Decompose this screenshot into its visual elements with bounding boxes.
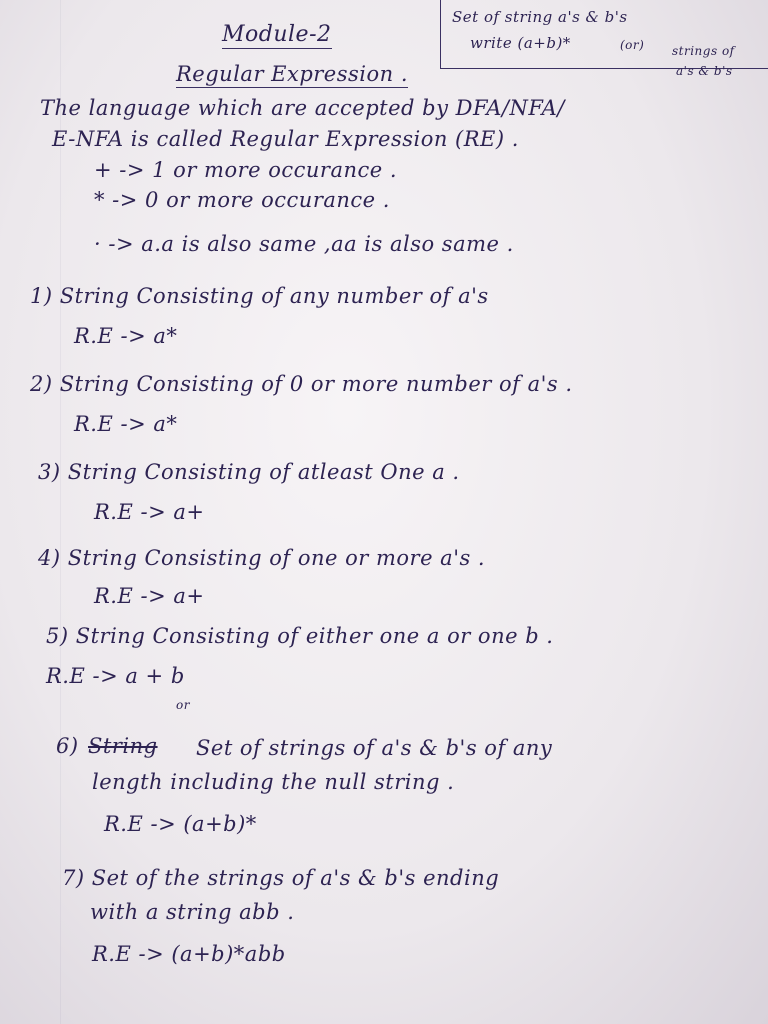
item-3-question: 3) String Consisting of atleast One a .: [38, 460, 460, 484]
box-note-line4: a's & b's: [676, 64, 733, 78]
item-2-re: R.E -> a*: [74, 412, 178, 436]
item-7-question: 7) Set of the strings of a's & b's ending: [62, 866, 500, 890]
item-1-question: 1) String Consisting of any number of a's: [30, 284, 489, 308]
rule-plus: + -> 1 or more occurance .: [94, 158, 398, 182]
intro-line-2: E-NFA is called Regular Expression (RE) .: [52, 127, 519, 151]
box-note-line3: strings of: [672, 44, 735, 58]
item-3-re: R.E -> a+: [94, 500, 205, 524]
item-5-re: R.E -> a + b: [46, 664, 185, 688]
item-6-question: Set of strings of a's & b's of any: [196, 736, 553, 760]
item-6-re: R.E -> (a+b)*: [104, 812, 257, 836]
box-note-or: (or): [620, 38, 645, 52]
item-7-re: R.E -> (a+b)*abb: [92, 942, 286, 966]
intro-line-1: The language which are accepted by DFA/NFA/: [40, 96, 565, 120]
box-note-line2: write (a+b)*: [470, 34, 571, 52]
item-5-question: 5) String Consisting of either one a or one b .: [46, 624, 554, 648]
item-6-question-line2: length including the null string .: [92, 770, 455, 794]
item-6-struck-word: String: [88, 734, 158, 758]
section-heading: Regular Expression .: [176, 62, 409, 86]
item-7-question-line2: with a string abb .: [90, 900, 295, 924]
rule-dot: · -> a.a is also same ,aa is also same .: [94, 232, 514, 256]
item-1-re: R.E -> a*: [74, 324, 178, 348]
item-4-re: R.E -> a+: [94, 584, 205, 608]
page-title: Module-2: [222, 22, 332, 47]
item-4-question: 4) String Consisting of one or more a's .: [38, 546, 486, 570]
box-note-line1: Set of string a's & b's: [452, 8, 628, 26]
item-2-question: 2) String Consisting of 0 or more number of a's .: [30, 372, 573, 396]
page-margin-line: [60, 0, 61, 1024]
rule-star: * -> 0 or more occurance .: [94, 188, 390, 212]
item-6-number: 6): [56, 734, 79, 758]
item-5-or-note: or: [176, 698, 190, 712]
